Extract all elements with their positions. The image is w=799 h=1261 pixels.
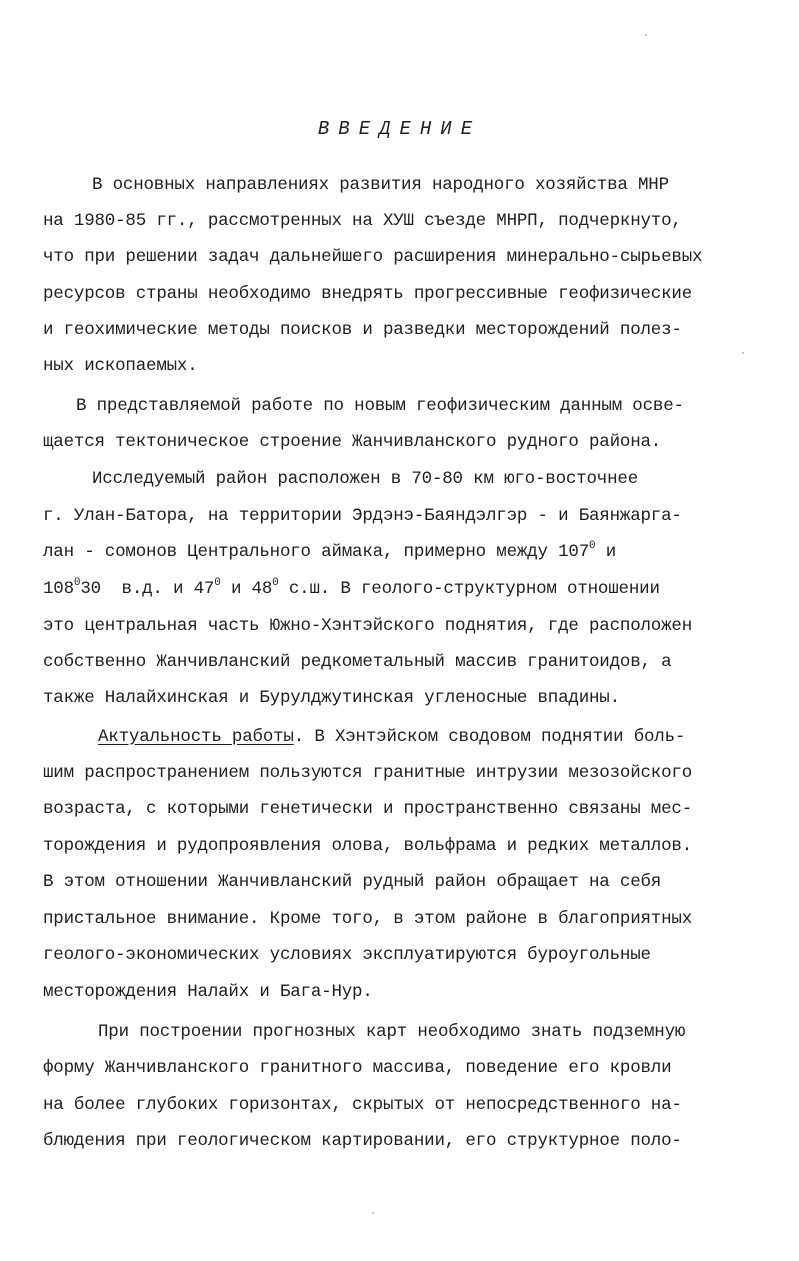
text-line: лан - сомонов Центрального аймака, примерно между $107^0$ и: [43, 540, 617, 562]
text-line: Актуальность работы. В Хэнтэйском сводовом поднятии боль-: [98, 727, 686, 747]
text-line: месторождения Налайх и Бага-Нур.: [43, 982, 373, 1002]
text-line: В представляемой работе по новым геофизическим данным осве-: [76, 396, 684, 416]
text-line: на 1980-85 гг., рассмотренных на ХУШ съезде МНРП, подчеркнуто,: [43, 211, 682, 231]
scan-speck: [372, 1212, 374, 1214]
text-line: Исследуемый район расположен в 70-80 км юго-восточнее: [92, 469, 638, 489]
text-line: что при решении задач дальнейшего расширения минерально-сырьевых: [43, 247, 703, 267]
text-line: г. Улан-Батора, на территории Эрдэнэ-Баяндэлгэр - и Баянжарга-: [43, 506, 682, 526]
page-title: ВВЕДЕНИЕ: [317, 118, 482, 140]
text-line: пристальное внимание. Кроме того, в этом районе в благоприятных: [43, 909, 693, 929]
text-line: возраста, с которыми генетически и пространственно связаны мес-: [43, 799, 693, 819]
text-line: форму Жанчивланского гранитного массива, поведение его кровли: [43, 1058, 672, 1078]
text-line: это центральная часть Южно-Хэнтэйского поднятия, где расположен: [43, 616, 693, 636]
text-line: шим распространением пользуются гранитные интрузии мезозойского: [43, 763, 693, 783]
text-line: геолого-экономических условиях эксплуатируются буроугольные: [43, 945, 651, 965]
text-line: $108^030$ в.д. и $47^0$ и $48^0$ с.ш. В геолого-структурном отношении: [43, 577, 660, 599]
text-line: щается тектоническое строение Жанчивланского рудного района.: [43, 432, 662, 452]
text-line: торождения и рудопроявления олова, вольфрама и редких металлов.: [43, 836, 693, 856]
section-heading: Актуальность работы: [98, 727, 294, 747]
text-line: ных ископаемых.: [43, 356, 198, 376]
scan-speck: [645, 34, 647, 36]
scan-speck: [742, 352, 744, 354]
text-line: также Налайхинская и Бурулджутинская угленосные впадины.: [43, 688, 620, 708]
text-line: и геохимические методы поисков и разведки месторождений полез-: [43, 320, 682, 340]
text-line: блюдения при геологическом картировании, его структурное поло-: [43, 1131, 682, 1151]
text-line: собственно Жанчивланский редкометальный массив гранитоидов, а: [43, 652, 672, 672]
text-line: В этом отношении Жанчивланский рудный район обращает на себя: [43, 872, 662, 892]
text-line: При построении прогнозных карт необходимо знать подземную: [98, 1022, 686, 1042]
text-line: на более глубоких горизонтах, скрытых от непосредственного на-: [43, 1095, 682, 1115]
text-line: ресурсов страны необходимо внедрять прогрессивные геофизические: [43, 284, 693, 304]
text-line: В основных направлениях развития народного хозяйства МНР: [92, 175, 669, 195]
